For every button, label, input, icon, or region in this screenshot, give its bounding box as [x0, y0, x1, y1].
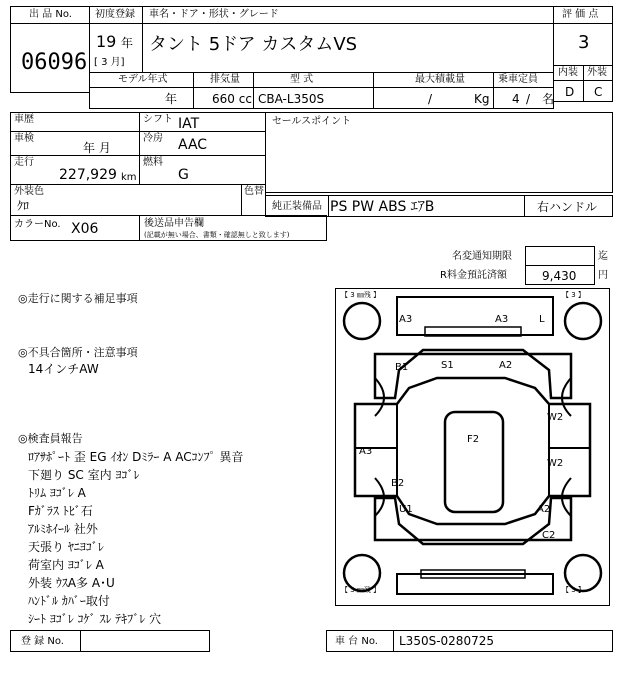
lot-no-label-cell [10, 6, 90, 24]
color-no: X06 [71, 221, 99, 237]
inspector-line: ﾄﾘﾑ ﾖｺﾞﾚ A [28, 486, 86, 500]
inspection-cell [10, 131, 140, 156]
first-reg-label: 初度登録 [95, 9, 135, 20]
capacity: 4 [512, 92, 520, 106]
interior-grade-cell [553, 80, 584, 102]
inspection-value: 年 月 [83, 141, 111, 155]
name-change-value-cell [525, 246, 595, 266]
exterior-label-cell [583, 65, 613, 81]
ac-label: 冷房 [143, 133, 163, 144]
mileage-cell [10, 155, 140, 185]
capacity-sep: / [526, 92, 531, 106]
shift-label: シフト [143, 114, 173, 125]
inspector-line: 荷室内 ﾖｺﾞﾚ A [28, 558, 104, 572]
max-load-unit: Kg [474, 92, 490, 106]
type: CBA-L350S [258, 92, 325, 106]
equipment: PS PW ABS ｴｱB [330, 199, 435, 215]
tread-tl: 【 3 ㎜残 】 [341, 291, 381, 299]
model-year-label: モデル年式 [118, 74, 168, 85]
score-label: 評 価 点 [562, 9, 599, 20]
inspection-label: 車検 [14, 133, 34, 144]
car-diagram-svg [335, 288, 610, 606]
inspector-lines [28, 448, 243, 628]
tread-tr: 【 3 】 [562, 291, 585, 299]
inspector-line: ﾊﾝﾄﾞﾙ ｶﾊﾞｰ取付 [28, 594, 110, 608]
car-name-label: 車名・ドア・形状・グレード [149, 9, 279, 20]
first-reg-cell [89, 23, 143, 73]
shift: IAT [178, 116, 200, 132]
car-name-label-cell [142, 6, 554, 24]
roof [445, 412, 503, 512]
history-cell [10, 112, 140, 132]
displacement: 660 cc [212, 92, 252, 106]
score: 3 [578, 32, 590, 53]
damage-diagram [335, 288, 610, 606]
reg-no-label: 登 録 No. [21, 636, 64, 647]
mark-b2: B2 [391, 478, 405, 489]
fuel-cell [139, 155, 266, 185]
first-reg-label-cell [89, 6, 143, 24]
mark-u1: U1 [399, 504, 413, 515]
recycle-unit: 円 [598, 270, 608, 281]
exterior-grade-cell [583, 80, 613, 102]
mileage-unit: km [121, 172, 137, 183]
score-label-cell [553, 6, 613, 24]
defects-line: 14インチAW [28, 362, 99, 376]
doc-label: 後送品申告欄 [144, 218, 204, 229]
capacity-unit: 名 [542, 92, 555, 106]
inspector-title: ◎検査員報告 [18, 432, 83, 445]
doc-cell [139, 215, 327, 241]
inspector-line: 外装 ｳｽA多 A･U [28, 576, 115, 590]
ac-cell [139, 131, 266, 156]
first-reg-year-unit: 年 [121, 36, 134, 50]
interior-label-cell [553, 65, 584, 81]
name-change-label: 名変通知期限 [452, 251, 512, 262]
capacity-label: 乗車定員 [498, 74, 538, 85]
max-load-label: 最大積載量 [415, 74, 465, 85]
mark-a2-top: A2 [499, 360, 513, 371]
front-bumper [397, 297, 553, 335]
type-label: 型 式 [290, 74, 314, 85]
doc-note: (記載が無い場合、書類・確認無しと致します) [144, 231, 290, 239]
name-change-unit: 迄 [598, 251, 608, 262]
inspector-line: ﾛｱｻﾎﾟｰﾄ 歪 EG ｲｵﾝ Dﾐﾗｰ A ACｺﾝﾌﾟ 異音 [28, 450, 244, 464]
inspector-line: 天張り ﾔﾆﾖｺﾞﾚ [28, 540, 104, 554]
inspector-line: ｼｰﾄ ﾖｺﾞﾚ ｺｹﾞ ｽﾚ ﾃｷﾌﾞﾚ 穴 [28, 612, 162, 626]
max-load: / [428, 92, 433, 106]
sales-point-label: セールスポイント [272, 116, 352, 127]
history-label: 車歴 [14, 114, 34, 125]
score-cell [553, 23, 613, 66]
fuel-label: 燃料 [143, 157, 163, 168]
mark-a3-left: A3 [359, 446, 373, 457]
mark-a2-bottom: A2 [537, 504, 551, 515]
tread-bl: 【 3 ㎜残 】 [341, 586, 381, 594]
color-no-label: カラーNo. [14, 219, 61, 230]
tire-front-left [344, 303, 380, 339]
displacement-label: 排気量 [210, 74, 240, 85]
chassis-cell [326, 630, 613, 652]
reg-no-cell [10, 630, 210, 652]
spec-header-row [89, 72, 554, 88]
color-no-cell [10, 215, 140, 241]
interior-grade: D [565, 85, 575, 99]
tire-front-right [565, 303, 601, 339]
driving-title: ◎走行に関する補足事項 [18, 292, 138, 305]
ext-color-cell [10, 184, 266, 216]
mileage-label: 走行 [14, 157, 34, 168]
repaint-label: 色替 [244, 186, 264, 197]
defects-title: ◎不具合箇所・注意事項 [18, 346, 138, 359]
chassis-label: 車 台 No. [335, 636, 378, 647]
car-name: タント 5ドア カスタムVS [149, 34, 358, 55]
exterior-label: 外装 [587, 67, 607, 78]
model-year-unit: 年 [165, 92, 178, 106]
spec-value-row [89, 87, 554, 109]
recycle-value-cell [525, 265, 595, 285]
exterior-grade: C [594, 85, 603, 99]
chassis: L350S-0280725 [399, 634, 494, 648]
mark-front-a3-right: A3 [495, 314, 509, 325]
mark-w2-top: W2 [547, 412, 564, 423]
ext-color: ｸﾛ [17, 199, 30, 213]
mark-s1: S1 [441, 360, 454, 371]
handle-cell [524, 195, 613, 217]
first-reg-month: [ 3 月] [94, 57, 125, 68]
ext-color-label: 外装色 [14, 186, 44, 197]
mark-c2: C2 [542, 530, 556, 541]
fuel: G [178, 167, 189, 183]
inspector-line: 下廻り SC 室内 ﾖｺﾞﾚ [28, 468, 140, 482]
recycle-label: R料金預託済額 [440, 270, 507, 281]
lot-no-label: 出 品 No. [29, 9, 72, 20]
mark-b1: B1 [395, 362, 409, 373]
interior-label: 内装 [558, 67, 578, 78]
lot-no-cell [10, 23, 90, 93]
recycle-value: 9,430 [542, 269, 577, 283]
mark-front-a3-left: A3 [399, 314, 413, 325]
sales-point-cell [265, 112, 613, 193]
first-reg-year: 19 [96, 32, 117, 51]
car-body [355, 378, 590, 524]
equipment-label: 純正装備品 [272, 201, 322, 212]
ac: AAC [178, 137, 208, 153]
mileage: 227,929 [59, 167, 117, 183]
mark-f2: F2 [467, 434, 480, 445]
mark-front-l: L [539, 314, 545, 325]
inspector-line: ｱﾙﾐﾎｲｰﾙ 社外 [28, 522, 98, 536]
car-name-cell [142, 23, 554, 73]
inspector-line: Fｶﾞﾗｽ ﾄﾋﾞ石 [28, 504, 93, 518]
lot-no: 06096 [21, 50, 88, 75]
mark-w2-bottom: W2 [547, 458, 564, 469]
shift-cell [139, 112, 266, 132]
handle: 右ハンドル [537, 200, 598, 214]
tread-br: 【 3 】 [562, 586, 585, 594]
equipment-cell [265, 195, 525, 217]
